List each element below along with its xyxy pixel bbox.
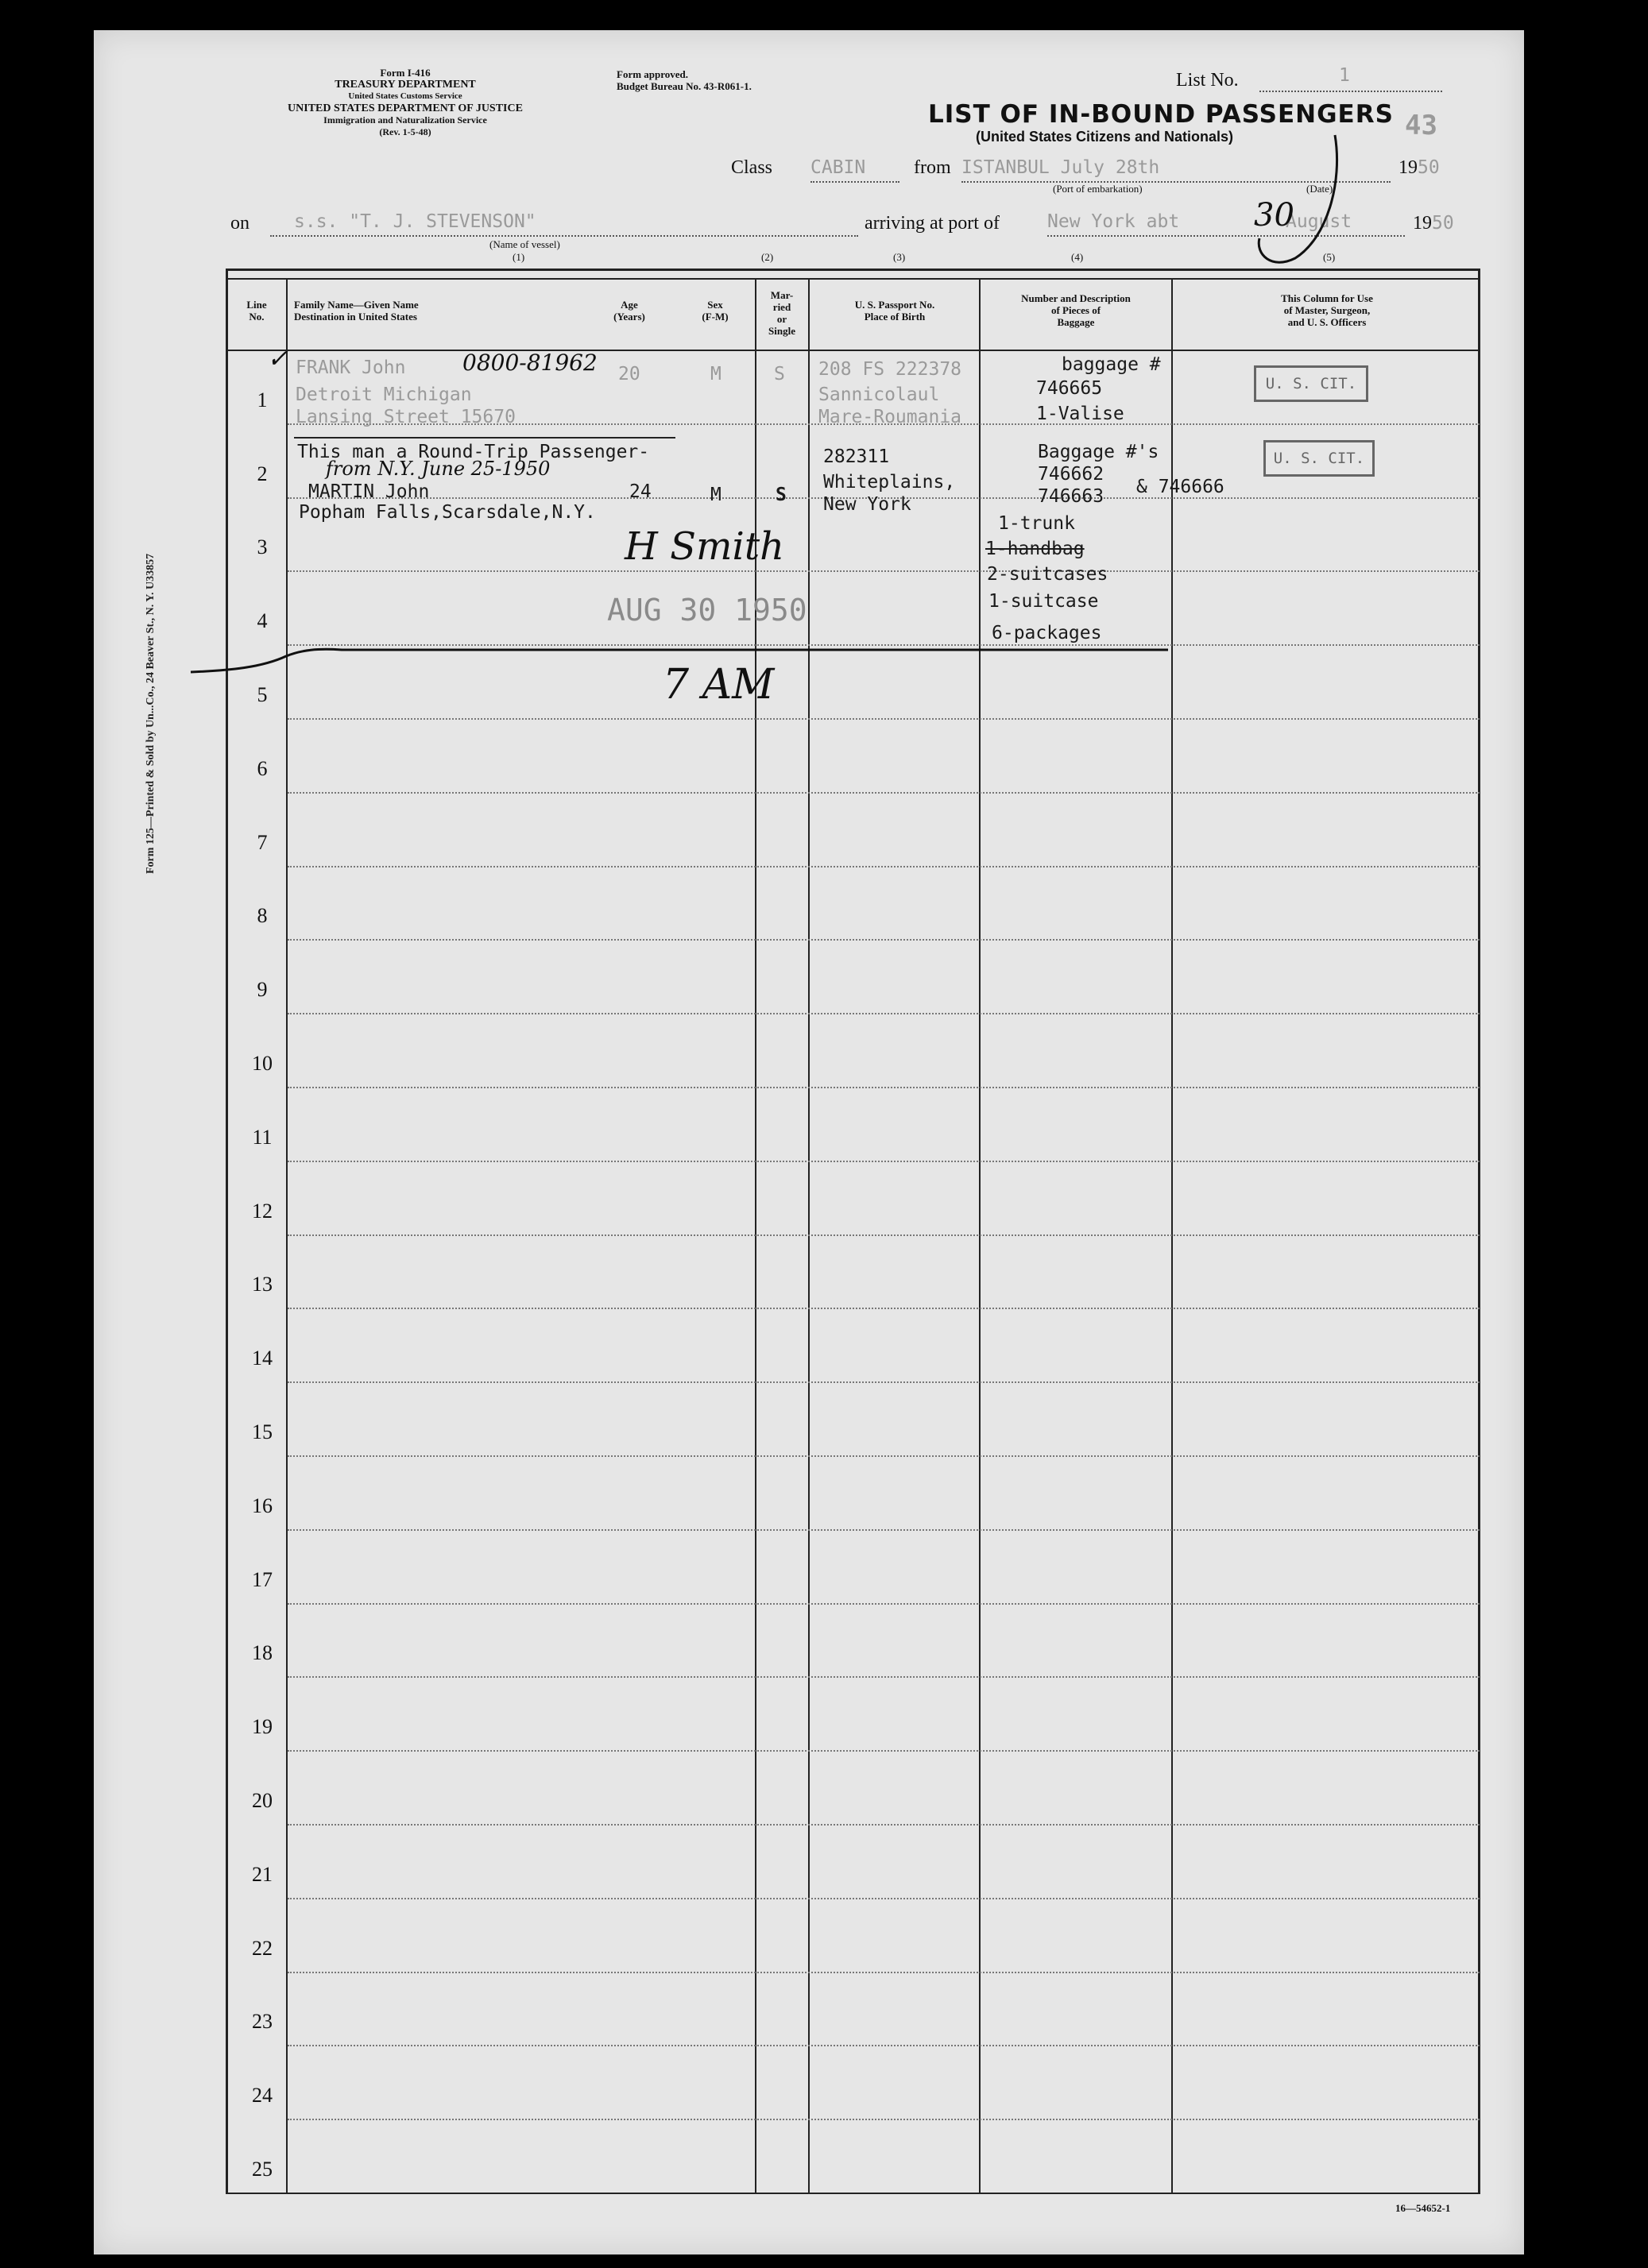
header-baggage: Number and Description of Pieces of Baggage: [1021, 292, 1131, 328]
col-number-1: (1): [513, 251, 525, 263]
row-number: 25: [252, 2158, 273, 2181]
row-separator: [288, 1529, 1480, 1531]
row2-baggage-7: 1-suitcase: [988, 591, 1099, 612]
row-separator: [288, 1161, 1480, 1162]
row-number: 15: [252, 1420, 273, 1443]
date-caption: (Date): [1306, 183, 1333, 195]
arrival-date-stamp: AUG 30 1950: [607, 593, 807, 628]
row1-birthplace-2: Mare-Roumania: [818, 407, 962, 427]
footer-form-code: 16—54652-1: [1395, 2202, 1451, 2214]
officer-signature: H Smith: [625, 524, 785, 569]
row-number: 20: [252, 1789, 273, 1812]
row-number: 19: [252, 1715, 273, 1739]
row2-baggage-4: 1-trunk: [998, 513, 1075, 534]
row-separator: [288, 1824, 1480, 1826]
row-separator: [288, 792, 1480, 794]
list-no-field: 1: [1259, 67, 1442, 92]
row2-baggage-3: 746663: [1038, 486, 1104, 507]
header-age: Age (Years): [613, 299, 645, 323]
vessel-field: s.s. "T. J. STEVENSON": [270, 211, 858, 237]
row1-sex: M: [710, 364, 721, 384]
row2-baggage-2: 746662: [1038, 464, 1104, 485]
row1-destination-1: Detroit Michigan: [296, 384, 472, 405]
row-number: 22: [252, 1936, 273, 1960]
row-separator: [288, 1750, 1480, 1752]
row-separator: [288, 2045, 1480, 2046]
row-number: 2: [257, 462, 268, 485]
row-number: 17: [252, 1567, 273, 1591]
row1-name: FRANK John: [296, 357, 406, 378]
row-separator: [288, 1234, 1480, 1236]
row2-baggage-1: Baggage #'s: [1038, 442, 1159, 462]
page-subtitle: (United States Citizens and Nationals): [976, 129, 1234, 145]
row2-baggage-8: 6-packages: [992, 623, 1102, 643]
row-number: 9: [257, 978, 268, 1002]
row-separator: [288, 1455, 1480, 1457]
page-title: LIST OF IN-BOUND PASSENGERS: [928, 100, 1394, 129]
year-field-2: 1950: [1413, 213, 1454, 234]
row1-marital: S: [774, 364, 785, 384]
row2-name: MARTIN John: [308, 481, 430, 502]
table-top-rule-2: [226, 278, 1480, 280]
header-line-no: Line No.: [246, 299, 267, 323]
col-number-4: (4): [1071, 251, 1084, 263]
row2-birthplace-2: New York: [823, 494, 911, 515]
row1-baggage-1: baggage #: [1062, 354, 1161, 375]
row-number: 5: [257, 683, 268, 706]
row-number: 10: [252, 1052, 273, 1075]
row1-strike-rule: [294, 437, 675, 439]
arrival-time-handwritten: 7 AM: [663, 661, 775, 709]
row-separator: [288, 939, 1480, 941]
header-sex: Sex (F-M): [702, 299, 729, 323]
row1-citizen-stamp: U. S. CIT.: [1254, 365, 1368, 402]
row-number: 23: [252, 2010, 273, 2034]
row-separator: [288, 1972, 1480, 1973]
row2-handwritten-note: from N.Y. June 25-1950: [326, 458, 551, 480]
printer-imprint: Form 125—Printed & Sold by Un...Co., 24 Beaver St., N. Y. U33857: [145, 553, 157, 874]
row-separator: [288, 2119, 1480, 2120]
row-number: 1: [257, 388, 268, 411]
row-separator: [288, 1898, 1480, 1899]
row-number: 4: [257, 609, 268, 633]
row1-baggage-3: 1-Valise: [1036, 404, 1124, 424]
on-label: on: [230, 213, 250, 234]
form-block: Form I-416 TREASURY DEPARTMENT United States Customs Service UNITED STATES DEPARTMENT OF JUSTICE Immigration and Naturalization Service (Rev. 1-5-48): [288, 67, 523, 137]
row-separator: [288, 1013, 1480, 1014]
row-number: 8: [257, 904, 268, 928]
row-number: 3: [257, 535, 268, 559]
header-bottom-rule: [226, 350, 1480, 351]
row2-sex: M: [710, 485, 721, 505]
row-separator: [288, 1603, 1480, 1605]
arrival-date-handwritten: 30: [1254, 197, 1294, 234]
row-number: 11: [252, 1125, 273, 1149]
row1-handwritten-id: 0800-81962: [462, 350, 598, 376]
row-number: 21: [252, 1862, 273, 1886]
header-name: Family Name—Given Name Destination in United States: [294, 299, 419, 323]
row2-marital: S: [776, 485, 787, 505]
row-separator: [288, 1381, 1480, 1383]
table-right-border: [1478, 269, 1480, 2194]
row1-passport: 208 FS 222378: [818, 359, 962, 380]
row-number: 24: [252, 2084, 273, 2108]
row-number: 7: [257, 830, 268, 854]
year-field-1: 1950: [1398, 157, 1440, 178]
row-number: 18: [252, 1641, 273, 1665]
row-separator: [288, 718, 1480, 720]
row2-citizen-stamp: U. S. CIT.: [1263, 440, 1375, 477]
vessel-caption: (Name of vessel): [489, 238, 560, 250]
row-separator: [288, 866, 1480, 867]
row2-baggage-5: 1-handbag: [985, 539, 1085, 559]
port-embarkation-caption: (Port of embarkation): [1053, 183, 1143, 195]
arrival-field: New York abt August: [1047, 211, 1405, 237]
row-number: 16: [252, 1493, 273, 1517]
row2-note: This man a Round-Trip Passenger-: [297, 442, 650, 462]
row2-passport: 282311: [823, 446, 890, 467]
checkmark: ✓: [267, 343, 288, 373]
row1-destination-2: Lansing Street 15670: [296, 407, 516, 427]
row2-destination: Popham Falls,Scarsdale,N.Y.: [299, 502, 596, 523]
row2-birthplace-1: Whiteplains,: [823, 472, 956, 493]
header-passport: U. S. Passport No. Place of Birth: [854, 299, 935, 323]
table-left-border: [226, 269, 228, 2194]
row-number: 14: [252, 1347, 273, 1370]
table-bottom-rule: [226, 2193, 1480, 2194]
page-corner-number: 43: [1405, 110, 1437, 141]
row-number: 12: [252, 1199, 273, 1223]
class-label: Class: [731, 157, 773, 178]
row-separator: [288, 1308, 1480, 1309]
col-number-5: (5): [1323, 251, 1336, 263]
from-label: from: [914, 157, 951, 178]
row2-baggage-extra: & 746666: [1136, 477, 1224, 497]
col-number-2: (2): [761, 251, 774, 263]
row-number: 6: [257, 756, 268, 780]
header-married: Mar- ried or Single: [768, 289, 795, 337]
row-separator: [288, 570, 1480, 572]
row-separator: [288, 1676, 1480, 1678]
row-separator: [288, 1087, 1480, 1088]
table-top-rule: [226, 269, 1480, 271]
row1-baggage-2: 746665: [1036, 378, 1103, 399]
from-field: ISTANBUL July 28th: [961, 157, 1391, 183]
approval-note: Form approved. Budget Bureau No. 43-R061-1.: [617, 68, 752, 92]
col-number-3: (3): [893, 251, 906, 263]
row2-age: 24: [629, 481, 652, 502]
row1-birthplace-1: Sannicolaul: [818, 384, 940, 405]
handwritten-circle: [1240, 119, 1398, 278]
list-no-label: List No.: [1176, 70, 1239, 91]
header-officers: This Column for Use of Master, Surgeon, and U. S. Officers: [1281, 292, 1373, 328]
arriving-label: arriving at port of: [865, 213, 1000, 234]
class-field: CABIN: [810, 157, 899, 183]
row-number: 13: [252, 1273, 273, 1296]
row1-age: 20: [618, 364, 640, 384]
row2-baggage-6: 2-suitcases: [987, 564, 1108, 585]
